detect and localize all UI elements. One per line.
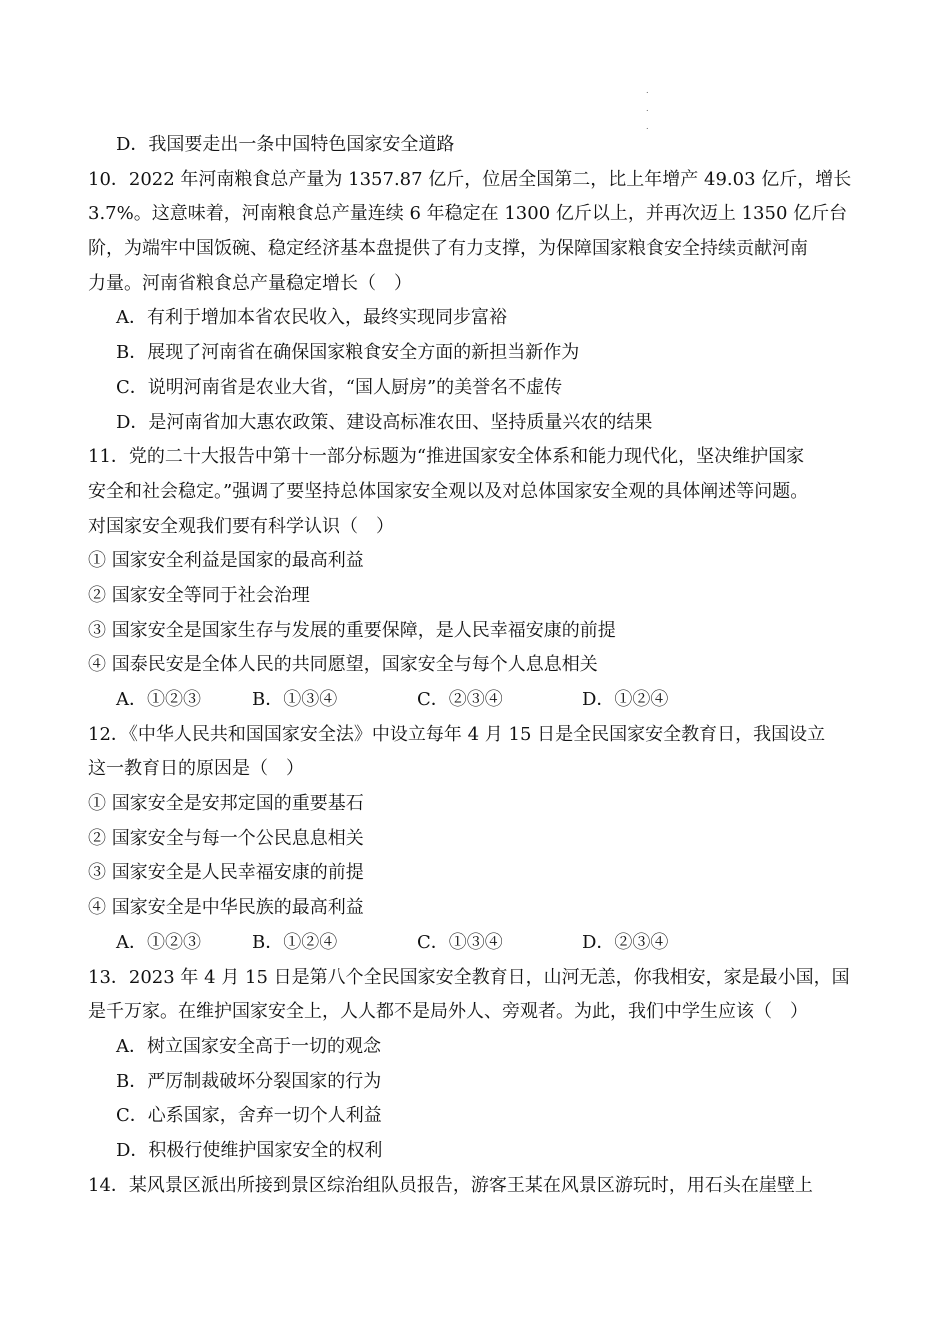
text-line: 对国家安全观我们要有科学认识（ ） — [88, 515, 394, 537]
question-block-13-14 — [88, 961, 868, 1204]
text-line: 是千万家。在维护国家安全上，人人都不是局外人、旁观者。为此，我们中学生应该（ ） — [88, 1001, 808, 1023]
q11-option-d: D．①②④ — [582, 689, 669, 710]
question-block-10-11 — [88, 128, 868, 683]
text-line: 10．2022 年河南粮食总产量为 1357.87 亿斤，位居全国第二，比上年增产 49.03 亿斤，增长 — [88, 168, 852, 190]
text-line: 安全和社会稳定。”强调了要坚持总体国家安全观以及对总体国家安全观的具体阐述等问题。 — [88, 480, 809, 502]
document-body — [88, 128, 868, 1203]
text-line: 13．2023 年 4 月 15 日是第八个全民国家安全教育日，山河无恙，你我相安，家是最小国，国 — [88, 966, 850, 988]
text-line: ② 国家安全等同于社会治理 — [88, 584, 310, 606]
text-line: D．积极行使维护国家安全的权利 — [116, 1139, 383, 1161]
header-marks: . . . — [646, 86, 649, 131]
text-line: D．是河南省加大惠农政策、建设高标准农田、坚持质量兴农的结果 — [116, 411, 653, 433]
q12-option-a: A．①②③ — [116, 931, 201, 953]
text-line: 3.7%。这意味着，河南粮食总产量连续 6 年稳定在 1300 亿斤以上，并再次迈上 1350 亿斤台 — [88, 203, 848, 225]
text-line: ② 国家安全与每一个公民息息相关 — [88, 827, 364, 849]
text-line: C．心系国家，舍弃一切个人利益 — [116, 1105, 382, 1127]
text-line: 14．某风景区派出所接到景区综治组队员报告，游客王某在风景区游玩时，用石头在崖壁上 — [88, 1174, 813, 1196]
text-line: 阶，为端牢中国饭碗、稳定经济基本盘提供了有力支撑，为保障国家粮食安全持续贡献河南 — [88, 238, 808, 260]
text-line: 力量。河南省粮食总产量稳定增长（ ） — [88, 272, 412, 294]
question-block-12 — [88, 718, 868, 926]
text-line: 11．党的二十大报告中第十一部分标题为“推进国家安全体系和能力现代化，坚决维护国家 — [88, 446, 805, 468]
text-line: ① 国家安全利益是国家的最高利益 — [88, 550, 364, 572]
text-line: ④ 国家安全是中华民族的最高利益 — [88, 897, 364, 919]
q12-options — [88, 926, 868, 961]
q12-option-d: D．②③④ — [582, 931, 669, 953]
text-line: A．树立国家安全高于一切的观念 — [116, 1035, 381, 1057]
text-line: ③ 国家安全是人民幸福安康的前提 — [88, 862, 364, 884]
q12-option-b: B．①②④ — [252, 931, 338, 953]
text-line: B．严厉制裁破坏分裂国家的行为 — [116, 1070, 382, 1092]
text-line: 12．《中华人民共和国国家安全法》中设立每年 4 月 15 日是全民国家安全教育日，我国设立 — [88, 723, 826, 745]
text-line: A．有利于增加本省农民收入，最终实现同步富裕 — [116, 307, 507, 329]
text-line: ① 国家安全是安邦定国的重要基石 — [88, 793, 364, 815]
text-line: ③ 国家安全是国家生存与发展的重要保障，是人民幸福安康的前提 — [88, 619, 616, 641]
text-line: 这一教育日的原因是（ ） — [88, 758, 304, 780]
text-line: C．说明河南省是农业大省，“国人厨房”的美誉名不虚传 — [116, 376, 563, 398]
q12-option-c: C．①③④ — [417, 931, 503, 953]
q11-option-b: B．①③④ — [252, 689, 338, 710]
q11-option-a: A．①②③ — [116, 689, 201, 710]
text-line: B．展现了河南省在确保国家粮食安全方面的新担当新作为 — [116, 342, 580, 364]
text-line: D．我国要走出一条中国特色国家安全道路 — [116, 134, 455, 155]
text-line: ④ 国泰民安是全体人民的共同愿望，国家安全与每个人息息相关 — [88, 654, 598, 676]
q11-options — [88, 683, 868, 718]
q11-option-c: C．②③④ — [417, 689, 503, 710]
